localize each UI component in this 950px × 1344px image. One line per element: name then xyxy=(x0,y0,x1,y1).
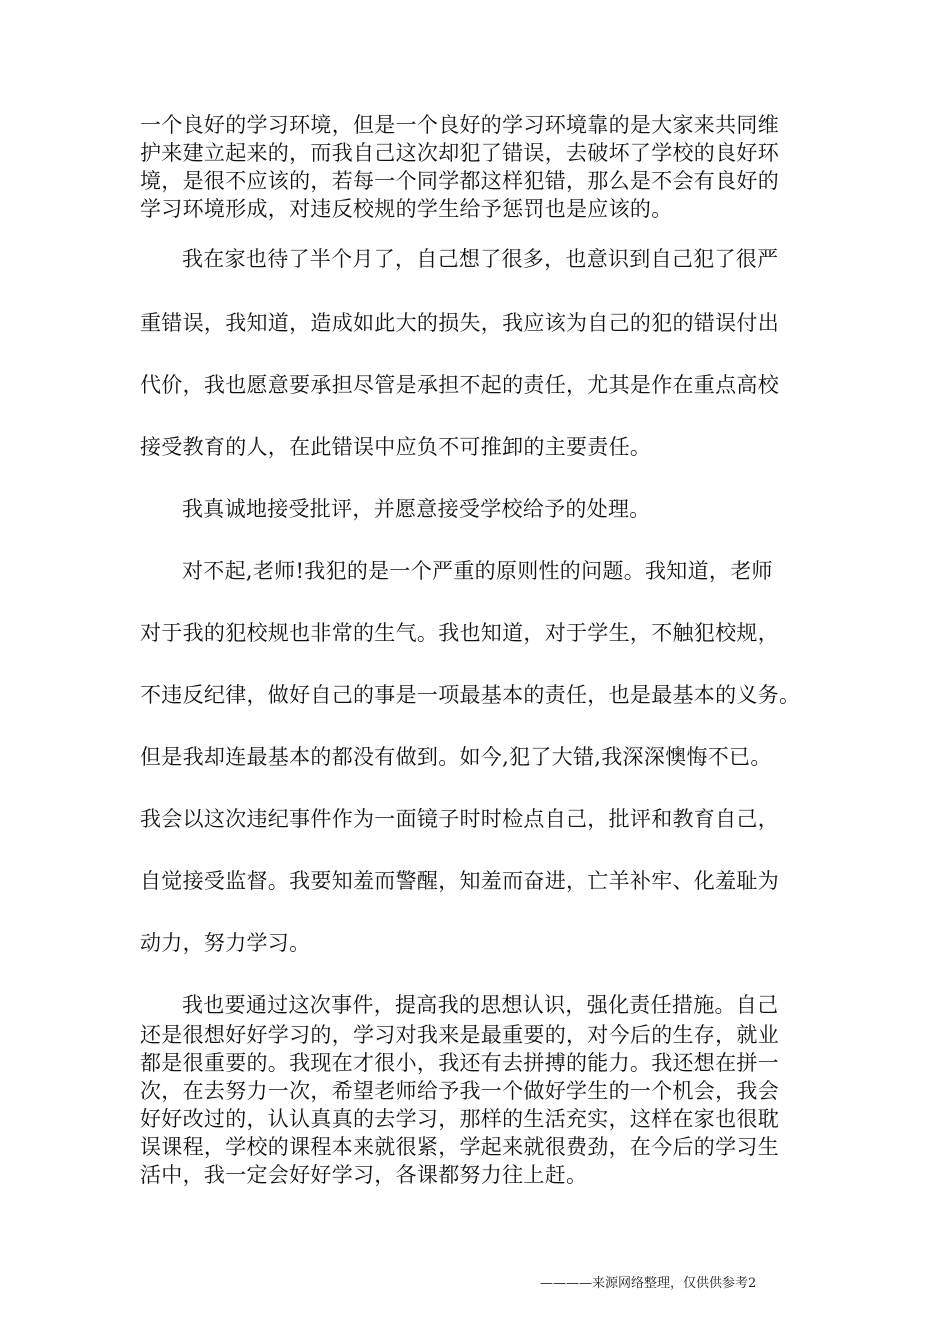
paragraph-4-line-1: 对不起,老师!我犯的是一个严重的原则性的问题。我知道，老师 xyxy=(182,559,773,583)
paragraph-5-line-6: 误课程，学校的课程本来就很紧，学起来就很费劲，在今后的学习生 xyxy=(140,1135,779,1159)
paragraph-5-line-5: 好好改过的，认认真真的去学习，那样的生活充实，这样在家也很耽 xyxy=(140,1107,779,1131)
paragraph-4-line-4: 但是我却连最基本的都没有做到。如今,犯了大错,我深深懊悔不已。 xyxy=(140,745,772,769)
footer-source-note: ————来源网络整理，仅供供参考 xyxy=(540,1276,749,1291)
paragraph-4-line-2: 对于我的犯校规也非常的生气。我也知道，对于学生，不触犯校规， xyxy=(140,621,779,645)
paragraph-1-line-1: 一个良好的学习环境，但是一个良好的学习环境靠的是大家来共同维 xyxy=(140,113,779,137)
paragraph-2-line-2: 重错误，我知道，造成如此大的损失，我应该为自己的犯的错误付出 xyxy=(140,311,779,335)
paragraph-5-line-2: 还是很想好好学习的，学习对我来是最重要的，对今后的生存，就业 xyxy=(140,1023,779,1047)
paragraph-2-line-3: 代价，我也愿意要承担尽管是承担不起的责任，尤其是作在重点高校 xyxy=(140,373,779,397)
paragraph-5-line-3: 都是很重要的。我现在才很小，我还有去拼搏的能力。我还想在拼一 xyxy=(140,1051,779,1075)
paragraph-2-line-1: 我在家也待了半个月了，自己想了很多，也意识到自己犯了很严 xyxy=(182,247,779,271)
paragraph-5-line-1: 我也要通过这次事件，提高我的思想认识，强化责任措施。自己 xyxy=(182,993,779,1017)
paragraph-5-line-7: 活中，我一定会好好学习，各课都努力往上赶。 xyxy=(140,1163,588,1187)
paragraph-1-line-2: 护来建立起来的，而我自己这次却犯了错误，去破坏了学校的良好环 xyxy=(140,141,779,165)
paragraph-4-line-3: 不违反纪律，做好自己的事是一项最基本的责任，也是最基本的义务。 xyxy=(140,683,801,707)
paragraph-1-line-3: 境，是很不应该的，若每一个同学都这样犯错，那么是不会有良好的 xyxy=(140,169,779,193)
page-footer xyxy=(540,1276,756,1292)
paragraph-5-line-4: 次，在去努力一次，希望老师给予我一个做好学生的一个机会，我会 xyxy=(140,1079,779,1103)
paragraph-4-line-7: 动力，努力学习。 xyxy=(140,931,311,955)
paragraph-4-line-6: 自觉接受监督。我要知羞而警醒，知羞而奋进，亡羊补牢、化羞耻为 xyxy=(140,869,779,893)
page-number: 2 xyxy=(748,1276,757,1291)
paragraph-4-line-5: 我会以这次违纪事件作为一面镜子时时检点自己，批评和教育自己， xyxy=(140,807,779,831)
paragraph-3-line-1: 我真诚地接受批评，并愿意接受学校给予的处理。 xyxy=(182,497,651,521)
paragraph-1-line-4: 学习环境形成，对违反校规的学生给予惩罚也是应该的。 xyxy=(140,197,673,221)
paragraph-2-line-4: 接受教育的人，在此错误中应负不可推卸的主要责任。 xyxy=(140,435,652,459)
